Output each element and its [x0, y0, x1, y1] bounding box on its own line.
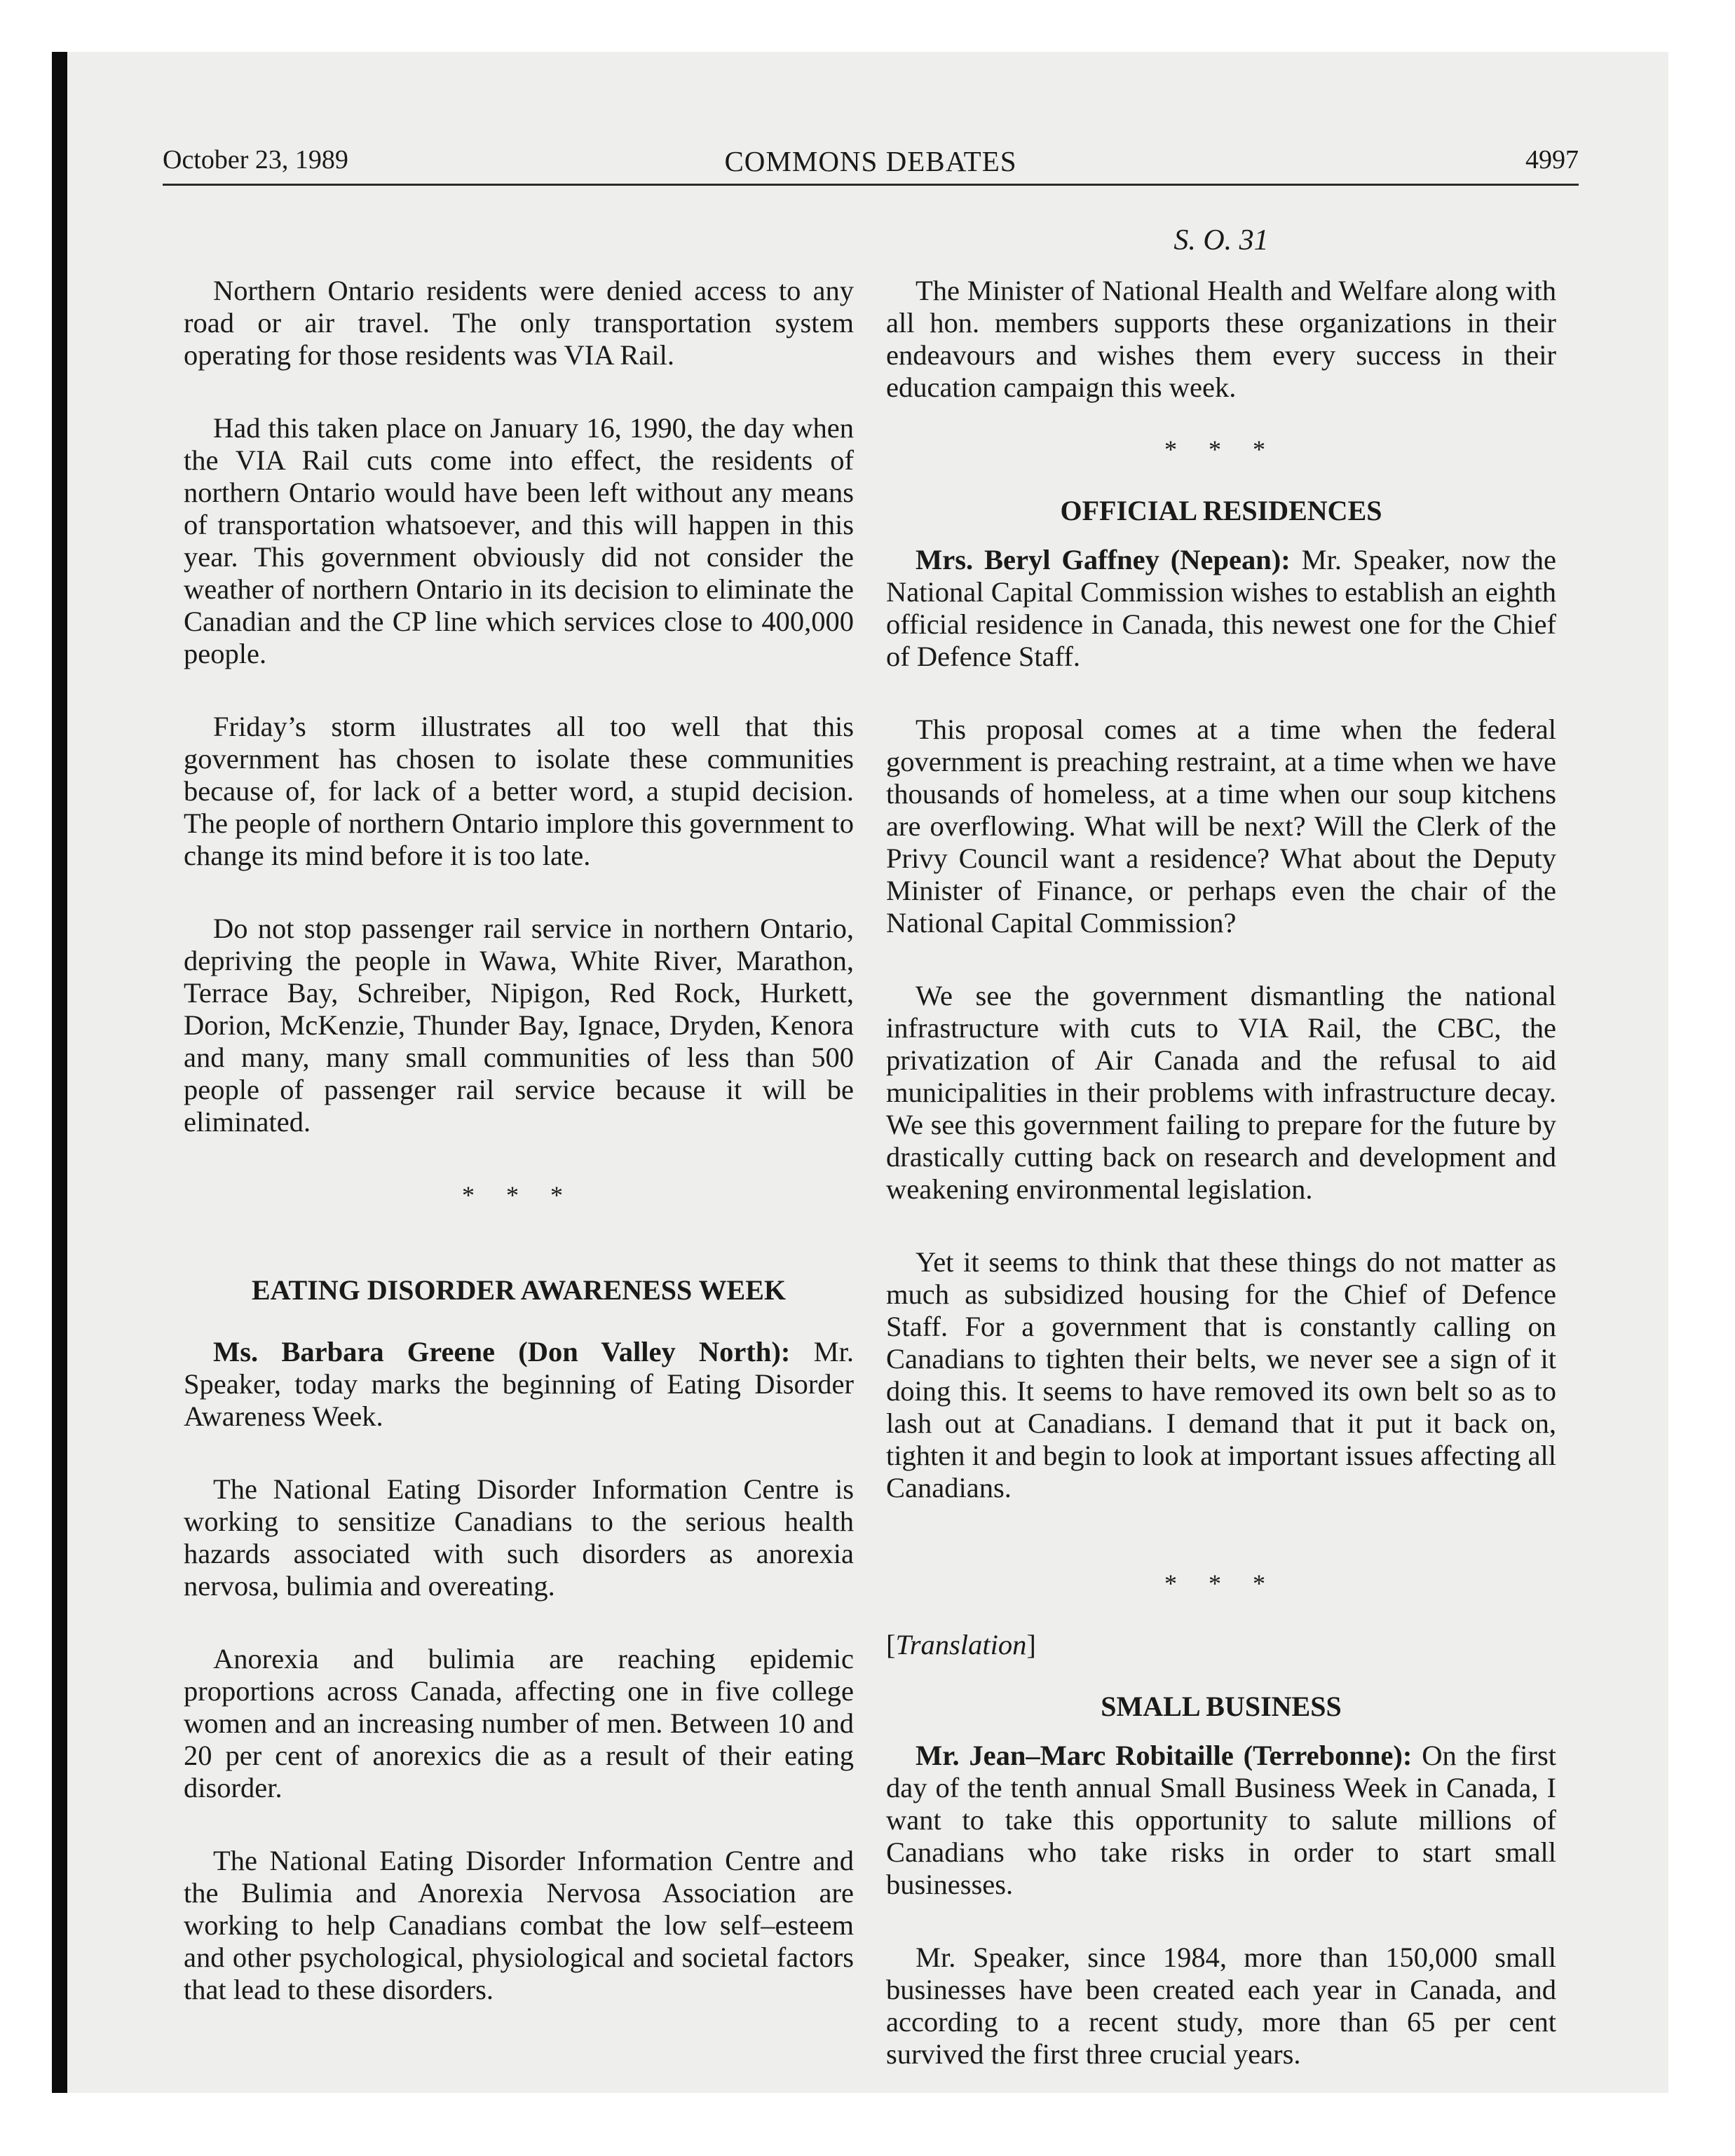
paragraph: Mr. Speaker, since 1984, more than 150,000 small businesses have been created each year in Canada, and according to a recent study, more than 65 per cent survived the first three crucial years.	[886, 1942, 1556, 2070]
header-date: October 23, 1989	[163, 145, 348, 175]
standing-order-reference: S. O. 31	[1173, 224, 1269, 257]
paragraph: The Minister of National Health and Welfare along with all hon. members supports these organizations in their endeavours and wishes them every success in their education campaign this week.	[886, 275, 1556, 403]
translation-label: Translation	[895, 1629, 1027, 1660]
speaker-name: Mrs. Beryl Gaffney (Nepean):	[916, 544, 1291, 575]
speech-text: Mr. Speaker, now the National Capital Commission wishes to establish an eighth official residence in Canada, this newest one for the Chief of Defence Staff.	[886, 544, 1556, 672]
speaker-paragraph	[184, 1336, 854, 1433]
speaker-name: Ms. Barbara Greene (Don Valley North):	[213, 1336, 791, 1367]
section-separator: * * *	[1164, 435, 1278, 463]
section-heading: OFFICIAL RESIDENCES	[1060, 495, 1382, 526]
paragraph: Do not stop passenger rail service in northern Ontario, depriving the people in Wawa, White River, Marathon, Terrace Bay, Schreiber, Nipigon, Red Rock, Hurkett, Dorion, McKenzie, Thunder Bay, Ignace, Dryden, Kenora and many, many small communities of less than 500 people of passenger rail service because it will be eliminated.	[184, 913, 854, 1138]
paragraph: We see the government dismantling the national infrastructure with cuts to VIA Rail, the CBC, the privatization of Air Canada and the refusal to aid municipalities in their problems with infrastructure decay. We see this government failing to prepare for the future by drastically cutting back on research and development and weakening environmental legislation.	[886, 980, 1556, 1205]
section-heading: SMALL BUSINESS	[1101, 1691, 1342, 1722]
paragraph: Anorexia and bulimia are reaching epidemic proportions across Canada, affecting one in five college women and an increasing number of men. Between 10 and 20 per cent of anorexics die as a result of their eating disorder.	[184, 1643, 854, 1803]
page-header	[163, 137, 1579, 186]
section-heading: EATING DISORDER AWARENESS WEEK	[251, 1274, 787, 1306]
paragraph: The National Eating Disorder Information Centre and the Bulimia and Anorexia Nervosa Association are working to help Canadians combat the low self–esteem and other psychological, physiological and societal factors that lead to these disorders.	[184, 1845, 854, 2005]
speech-text: On the first day of the tenth annual Small Business Week in Canada, I want to take this opportunity to salute millions of Canadians who take risks in order to start small businesses.	[886, 1740, 1556, 1900]
speaker-paragraph	[886, 544, 1556, 673]
header-title: COMMONS DEBATES	[724, 145, 1017, 177]
speaker-name: Mr. Jean–Marc Robitaille (Terrebonne):	[916, 1740, 1413, 1771]
paragraph: The National Eating Disorder Information Centre is working to sensitize Canadians to the serious health hazards associated with such disorders as anorexia nervosa, bulimia and overeating.	[184, 1473, 854, 1602]
speech-text: Mr. Speaker, today marks the beginning of Eating Disorder Awareness Week.	[184, 1336, 854, 1432]
speaker-paragraph	[886, 1740, 1556, 1901]
paragraph: This proposal comes at a time when the federal government is preaching restraint, at a time when we have thousands of homeless, at a time when our soup kitchens are overflowing. What will be next? Will the Clerk of the Privy Council want a residence? What about the Deputy Minister of Finance, or perhaps even the chair of the National Capital Commission?	[886, 714, 1556, 939]
section-separator: * * *	[462, 1181, 576, 1209]
paragraph: Northern Ontario residents were denied access to any road or air travel. The only transportation system operating for those residents was VIA Rail.	[184, 275, 854, 371]
scan-edge	[52, 52, 67, 2093]
paragraph: Yet it seems to think that these things do not matter as much as subsidized housing for the Chief of Defence Staff. For a government that is constantly calling on Canadians to tighten their belts, we never see a sign of it doing this. It seems to have removed its own belt so as to lash out at Canadians. I demand that it put it back on, tighten it and begin to look at important issues affecting all Canadians.	[886, 1246, 1556, 1503]
paragraph: Had this taken place on January 16, 1990, the day when the VIA Rail cuts come into effect, the residents of northern Ontario would have been left without any means of transportation whatsoever, and this will happen in this year. This government obviously did not consider the weather of northern Ontario in its decision to eliminate the Canadian and the CP line which services close to 400,000 people.	[184, 412, 854, 669]
translation-marker: [Translation]	[886, 1629, 1036, 1660]
paragraph: Friday’s storm illustrates all too well that this government has chosen to isolate these communities because of, for lack of a better word, a stupid decision. The people of northern Ontario implore this government to change its mind before it is too late.	[184, 711, 855, 871]
right-column	[886, 223, 1556, 2070]
left-column	[184, 275, 854, 2006]
section-separator: * * *	[1164, 1569, 1278, 1597]
page-number: 4997	[1525, 145, 1579, 175]
